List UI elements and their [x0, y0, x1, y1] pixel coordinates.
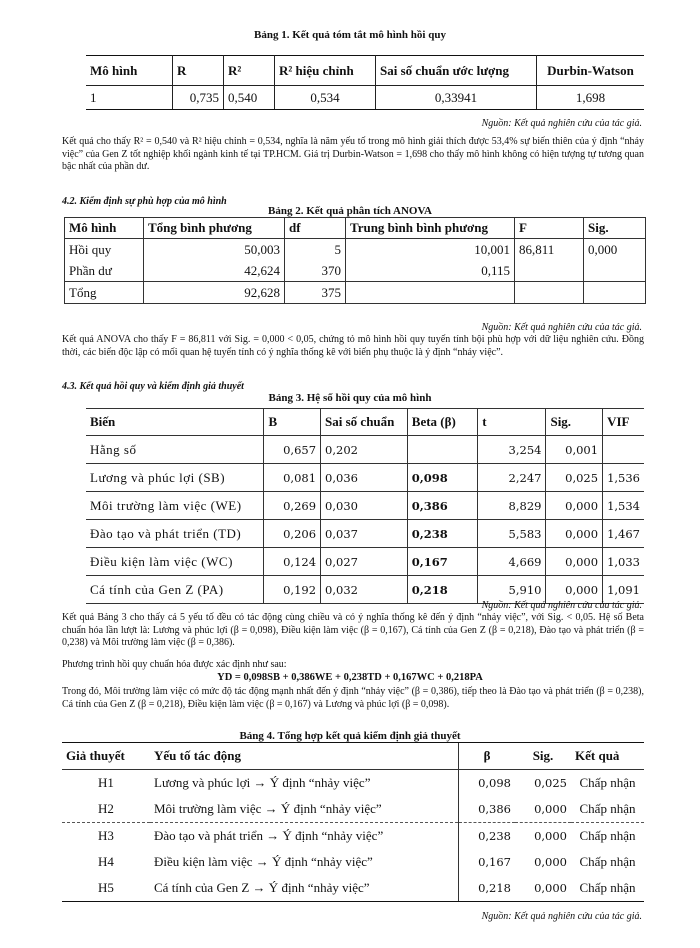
- header-cell: Mô hình: [65, 218, 144, 239]
- table3-caption: Bảng 3. Hệ số hồi quy của mô hình: [268, 392, 432, 404]
- header-cell: R² hiệu chỉnh: [275, 56, 376, 86]
- table-row: [86, 464, 644, 492]
- table-cell: 0,098: [459, 770, 516, 797]
- table-row: [65, 239, 646, 261]
- table-cell: [603, 436, 644, 464]
- table-cell: 0,025: [546, 464, 603, 492]
- table-cell: 0,33941: [376, 86, 537, 110]
- table-cell: 0,027: [321, 548, 408, 576]
- table-cell: Đào tạo và phát triển (TD): [86, 520, 264, 548]
- table-cell: H4: [98, 854, 114, 869]
- header-cell: F: [515, 218, 584, 239]
- table-cell: [584, 282, 646, 304]
- table-row: [86, 548, 644, 576]
- table-row: [86, 492, 644, 520]
- table-cell: 0,000: [534, 829, 567, 843]
- paragraph-beta: Kết quả Bảng 3 cho thấy cả 5 yếu tố đều có tác động cùng chiều và có ý nghĩa thống kê đến ý định “nhảy việc”, với Sig. < 0,05. Hệ số Beta chuẩn hóa lần lượt là: Lương và phúc lợi (β = 0,098), Điều kiện làm việc (β = 0,167), Cá tính của Gen Z (β = 0,218), Đào tạo và phát triển (β = 0,238) và Môi trường làm việc (β = 0,386).: [62, 612, 644, 648]
- table-cell: Lương và phúc lợi → Ý định “nhảy việc”: [154, 775, 371, 790]
- table-header-row: [86, 56, 644, 86]
- table-cell: 5: [285, 239, 346, 261]
- table-cell: 0,000: [546, 492, 603, 520]
- table-row: [86, 436, 644, 464]
- table-cell: Phần dư: [65, 260, 144, 282]
- table-cell: Tổng: [65, 282, 144, 304]
- table-cell: 8,829: [478, 492, 546, 520]
- header-cell: B: [264, 409, 321, 436]
- table-cell: Chấp nhận: [571, 875, 644, 902]
- header-cell: Beta (β): [407, 409, 477, 436]
- header-cell: Giả thuyết: [62, 743, 150, 770]
- section-heading-4-3: 4.3. Kết quả hồi quy và kiểm định giả thuyết: [62, 381, 244, 392]
- header-cell: Sig.: [584, 218, 646, 239]
- table-cell: [515, 282, 584, 304]
- table-cell: 0,218: [459, 875, 516, 902]
- table-cell: 0,206: [264, 520, 321, 548]
- table3-source: Nguồn: Kết quả nghiên cứu của tác giả.: [481, 600, 642, 611]
- table-cell: 0,386: [407, 492, 477, 520]
- table-cell: 0,000: [546, 548, 603, 576]
- table-cell: Chấp nhận: [579, 854, 636, 869]
- table-cell: 4,669: [478, 548, 546, 576]
- table-cell: Điều kiện làm việc (WC): [86, 548, 264, 576]
- header-cell: R²: [224, 56, 275, 86]
- table-cell: 0,167: [407, 548, 477, 576]
- table-cell: 3,254: [478, 436, 546, 464]
- table-header-row: [65, 218, 646, 239]
- header-cell: VIF: [603, 409, 644, 436]
- table4-caption: Bảng 4. Tổng hợp kết quả kiểm định giả thuyết: [239, 730, 461, 742]
- table-cell: 0,098: [407, 464, 477, 492]
- header-cell: Durbin-Watson: [537, 56, 645, 86]
- table-cell: 0,025: [534, 776, 567, 790]
- header-cell: df: [285, 218, 346, 239]
- paragraph-ranking: Trong đó, Môi trường làm việc có mức độ tác động mạnh nhất đến ý định “nhảy việc” (β = 0,386), tiếp theo là Đào tạo và phát triển (β = 0,238), Cá tính của Gen Z (β = 0,218), Điều kiện làm việc (β = 0,167) và Lương và phúc lợi (β = 0,098).: [62, 686, 644, 710]
- table-cell: [515, 260, 584, 282]
- table-cell: H1: [98, 775, 114, 790]
- table-cell: Hồi quy: [65, 239, 144, 261]
- table-cell: H3: [98, 828, 114, 843]
- table-row: [86, 86, 644, 110]
- table-cell: Đào tạo và phát triển → Ý định “nhảy việc”: [154, 828, 384, 843]
- table-cell: 0,115: [346, 260, 515, 282]
- header-cell: t: [478, 409, 546, 436]
- paragraph-equation-intro: Phương trình hồi quy chuẩn hóa được xác định như sau:: [62, 659, 287, 670]
- table-cell: 0,036: [321, 464, 408, 492]
- table-cell: 0,192: [264, 576, 321, 604]
- table-cell: 0,735: [173, 86, 224, 110]
- table-cell: 0,000: [546, 520, 603, 548]
- paragraph-r-squared: Kết quả cho thấy R² = 0,540 và R² hiệu chỉnh = 0,534, nghĩa là năm yếu tố trong mô hình giải thích được 53,4% sự biến thiên của ý định “nhảy việc” của Gen Z tốt nghiệp khối ngành kinh tế tại TP.HCM. Giá trị Durbin-Watson = 1,698 cho thấy mô hình không có hiện tượng tự tương quan bậc nhất của phần dư.: [62, 136, 644, 172]
- table1-model-summary: [86, 55, 644, 110]
- table-cell: 1,467: [603, 520, 644, 548]
- table-cell: 50,003: [144, 239, 285, 261]
- table-cell: 1,091: [603, 576, 644, 604]
- table-cell: 375: [285, 282, 346, 304]
- header-cell: β: [459, 743, 516, 770]
- table-row: [65, 260, 646, 282]
- table-header-row: [62, 743, 644, 770]
- table-cell: 0,037: [321, 520, 408, 548]
- table4-source: Nguồn: Kết quả nghiên cứu của tác giả.: [481, 911, 642, 922]
- table-cell: 5,910: [478, 576, 546, 604]
- table-cell: 0,218: [407, 576, 477, 604]
- header-cell: Tổng bình phương: [144, 218, 285, 239]
- table-row: [62, 875, 644, 902]
- table-cell: 42,624: [144, 260, 285, 282]
- table1-source: Nguồn: Kết quả nghiên cứu của tác giả.: [481, 118, 642, 129]
- table-cell: Lương và phúc lợi (SB): [86, 464, 264, 492]
- table-cell: 0,269: [264, 492, 321, 520]
- table-cell: 0,124: [264, 548, 321, 576]
- table-cell: [346, 282, 515, 304]
- table-cell: 1,033: [603, 548, 644, 576]
- table-cell: 0,657: [264, 436, 321, 464]
- table-cell: 1,698: [537, 86, 645, 110]
- table-cell: 0,167: [459, 849, 516, 875]
- table-cell: Môi trường làm việc → Ý định “nhảy việc”: [150, 796, 459, 823]
- table2-caption: Bảng 2. Kết quả phân tích ANOVA: [268, 205, 432, 217]
- header-cell: Sig.: [515, 743, 571, 770]
- table-cell: 1,536: [603, 464, 644, 492]
- header-cell: Mô hình: [86, 56, 173, 86]
- table-cell: Cá tính của Gen Z → Ý định “nhảy việc”: [150, 875, 459, 902]
- table-cell: 0,081: [264, 464, 321, 492]
- header-cell: Sig.: [546, 409, 603, 436]
- table3-regression-coefficients: [86, 408, 644, 604]
- table-row: [62, 823, 644, 850]
- regression-equation: YD = 0,098SB + 0,386WE + 0,238TD + 0,167WC + 0,218PA: [217, 672, 483, 683]
- table-cell: 10,001: [346, 239, 515, 261]
- header-cell: Biến: [86, 409, 264, 436]
- table-row: [62, 796, 644, 823]
- table-row: [62, 849, 644, 875]
- header-cell: R: [173, 56, 224, 86]
- header-cell: Sai số chuẩn ước lượng: [376, 56, 537, 86]
- table-cell: [407, 436, 477, 464]
- table-cell: Chấp nhận: [579, 828, 636, 843]
- table-cell: 86,811: [515, 239, 584, 261]
- header-cell: Trung bình bình phương: [346, 218, 515, 239]
- header-cell: Sai số chuẩn: [321, 409, 408, 436]
- table-cell: 0,030: [321, 492, 408, 520]
- table-cell: 1,534: [603, 492, 644, 520]
- table-cell: 92,628: [144, 282, 285, 304]
- table-cell: 0,238: [407, 520, 477, 548]
- table-cell: Cá tính của Gen Z (PA): [86, 576, 264, 604]
- table-cell: 370: [285, 260, 346, 282]
- table-cell: 0,386: [459, 796, 516, 823]
- table-cell: Điều kiện làm việc → Ý định “nhảy việc”: [154, 854, 373, 869]
- paragraph-anova: Kết quả ANOVA cho thấy F = 86,811 với Sig. = 0,000 < 0,05, chứng tỏ mô hình hồi quy tuyến tính bội phù hợp với dữ liệu nghiên cứu. Đồng thời, các biến độc lập có mối quan hệ tuyến tính có ý nghĩa thống kê với biến phụ thuộc là ý định “nhảy việc”.: [62, 334, 644, 358]
- table-row: [62, 770, 644, 797]
- table-cell: [584, 260, 646, 282]
- table-row: [65, 282, 646, 304]
- table-cell: H5: [62, 875, 150, 902]
- table-cell: 2,247: [478, 464, 546, 492]
- table-cell: 0,534: [275, 86, 376, 110]
- table-header-row: [86, 409, 644, 436]
- table-cell: 0,540: [224, 86, 275, 110]
- table4-hypothesis-summary: [62, 742, 644, 902]
- table-cell: 0,000: [515, 875, 571, 902]
- header-cell: Kết quả: [571, 743, 644, 770]
- table-cell: 0,000: [546, 576, 603, 604]
- table-cell: Môi trường làm việc (WE): [86, 492, 264, 520]
- table-row: [86, 520, 644, 548]
- table-cell: 0,000: [584, 239, 646, 261]
- table-cell: Chấp nhận: [579, 775, 636, 790]
- table-cell: 0,202: [321, 436, 408, 464]
- table-cell: 0,000: [515, 796, 571, 823]
- table1-caption: Bảng 1. Kết quả tóm tắt mô hình hồi quy: [254, 29, 446, 41]
- table2-anova: [64, 217, 646, 304]
- table-cell: 0,032: [321, 576, 408, 604]
- table-cell: 5,583: [478, 520, 546, 548]
- table-cell: 0,001: [546, 436, 603, 464]
- table-cell: Chấp nhận: [571, 796, 644, 823]
- table-cell: 0,238: [459, 823, 516, 850]
- table-cell: 0,000: [534, 855, 567, 869]
- table-cell: H2: [62, 796, 150, 823]
- header-cell: Yếu tố tác động: [150, 743, 459, 770]
- table-cell: Hằng số: [86, 436, 264, 464]
- section-heading-4-2: 4.2. Kiểm định sự phù hợp của mô hình: [62, 196, 227, 207]
- table-cell: 1: [86, 86, 173, 110]
- table2-source: Nguồn: Kết quả nghiên cứu của tác giả.: [481, 322, 642, 333]
